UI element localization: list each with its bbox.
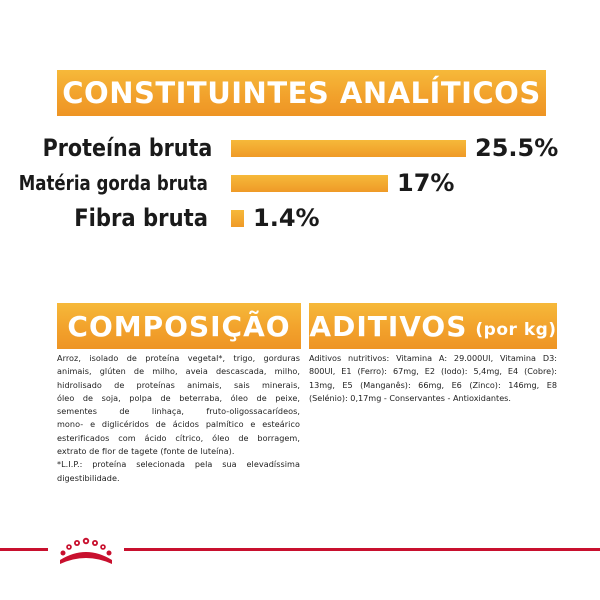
aditivos-line: (Selénio): 0,17mg - Conservantes - Antioxidantes. [309,392,511,403]
row-value: 25.5% [475,134,559,162]
aditivos-text [309,352,557,405]
composicao-line: mono- e diglicéridos de ácidos palmítico e esteárico [57,419,300,430]
row-value: 1.4% [253,204,320,232]
composicao-line: óleo de soja, polpa de beterraba, óleo de peixe, [57,392,300,403]
aditivos-banner [309,303,557,349]
composicao-line: *L.I.P.: proteína selecionada pela sua elevadíssima [57,459,300,470]
row-label: Matéria gorda bruta [18,171,208,195]
row-label: Fibra bruta [74,204,208,232]
aditivos-line: 13mg, E5 (Manganês): 66mg, E6 (Zinco): 146mg, E8 [309,379,557,390]
analiticos-title: CONSTITUINTES ANALÍTICOS [62,76,541,110]
analiticos-row [0,168,600,198]
analiticos-banner [57,70,546,116]
row-value: 17% [397,169,455,197]
row-bar [231,210,244,227]
analiticos-row [0,133,600,163]
royal-canin-crown-icon [48,532,124,568]
analiticos-row [0,203,600,233]
composicao-text [57,352,300,485]
aditivos-unit: (por kg) [475,319,557,340]
composicao-title: COMPOSIÇÃO [67,309,291,343]
composicao-line: animais, glúten de milho, aveia descascada, milho, [57,366,300,377]
composicao-banner [57,303,301,349]
aditivos-line: Aditivos nutritivos: Vitamina A: 29.000UI, Vitamina D3: [309,353,557,363]
composicao-line: digestibilidade. [57,472,120,483]
composicao-line: extrato de flor de tagete (fonte de luteína). [57,446,235,457]
composicao-line: sementes de linhaça, fruto-oligossacarídeos, [57,406,300,417]
composicao-line: Arroz, isolado de proteína vegetal*, trigo, gorduras [57,353,300,363]
row-bar [231,140,466,157]
composicao-line: esterificados com ácido cítrico, óleo de borragem, [57,432,300,443]
aditivos-line: 800UI, E1 (Ferro): 67mg, E2 (Iodo): 5,4mg, E4 (Cobre): [309,366,557,377]
row-bar [231,175,388,192]
row-label: Proteína bruta [42,134,212,162]
composicao-line: hidrolisado de proteínas animais, sais minerais, [57,379,300,390]
aditivos-title: ADITIVOS [309,309,468,343]
